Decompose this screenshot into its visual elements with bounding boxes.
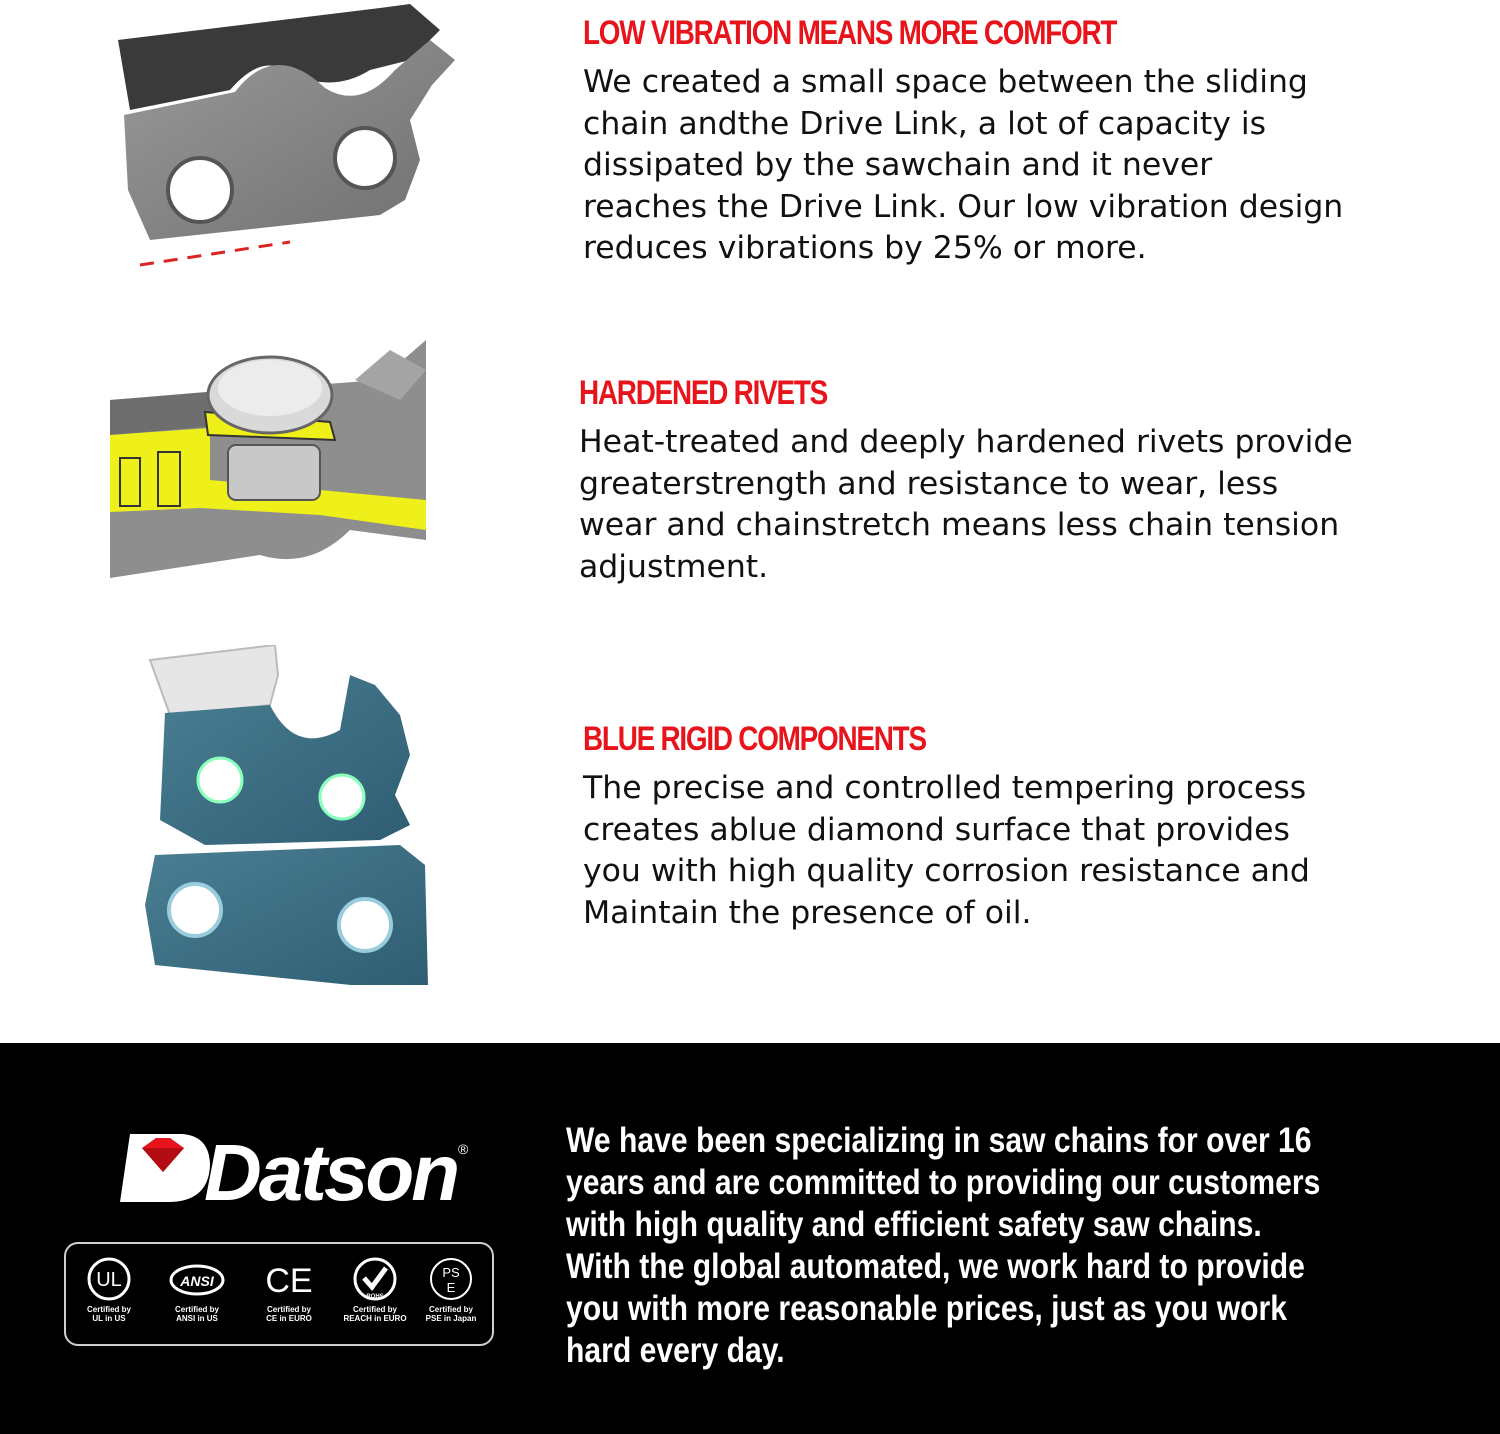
cert-caption: Certified by CE in EURO (266, 1305, 312, 1323)
feature-description (583, 62, 1343, 270)
feature-title: HARDENED RIVETS (579, 374, 827, 412)
cutter-link-illustration (110, 0, 455, 275)
text-line: adjustment. (579, 548, 769, 585)
svg-text:PS: PS (442, 1265, 460, 1280)
svg-text:ANSI: ANSI (180, 1273, 214, 1289)
feature-title: LOW VIBRATION MEANS MORE COMFORT (583, 14, 1117, 52)
feature-low-vibration (0, 0, 1500, 320)
svg-text:E: E (446, 1280, 456, 1295)
blue-link-illustration (110, 645, 430, 985)
text-line: reaches the Drive Link. Our low vibration design (583, 188, 1344, 225)
feature-description (583, 768, 1310, 934)
cert-caption: Certified by PSE in Japan (425, 1305, 477, 1323)
text-line: with high quality and efficient safety saw chains. (566, 1205, 1262, 1244)
cert-ce (250, 1256, 328, 1323)
cert-pse (412, 1256, 490, 1323)
text-line: wear and chainstretch means less chain tension (579, 507, 1340, 543)
cert-rohs (336, 1256, 414, 1323)
company-statement (566, 1120, 1460, 1372)
text-line: We have been specializing in saw chains for over 16 (566, 1121, 1312, 1160)
feature-description (579, 422, 1353, 588)
text-line: creates ablue diamond surface that provides (583, 811, 1290, 848)
rivet-cross-section-illustration (110, 340, 426, 580)
text-line: We created a small space between the sliding (583, 64, 1308, 100)
text-line: With the global automated, we work hard to provide (566, 1247, 1305, 1286)
pse-mark-icon (428, 1256, 474, 1302)
feature-blue-rigid-components (0, 640, 1500, 1000)
feature-title: BLUE RIGID COMPONENTS (583, 720, 926, 758)
cert-caption: Certified by ANSI in US (174, 1305, 219, 1323)
text-line: reduces vibrations by 25% or more. (583, 230, 1147, 266)
cert-ul (70, 1256, 148, 1323)
text-line: chain andthe Drive Link, a lot of capacity is (583, 105, 1267, 142)
cert-caption: Certified by REACH in EURO (343, 1305, 407, 1323)
text-line: Maintain the presence of oil. (583, 894, 1032, 931)
text-line: you with more reasonable prices, just as you work (566, 1289, 1287, 1328)
brand-name: Datson (204, 1128, 458, 1208)
text-line: dissipated by the sawchain and it never (583, 147, 1213, 183)
datson-logo (112, 1126, 472, 1208)
diamond-icon (112, 1126, 472, 1208)
ansi-mark-icon (167, 1256, 227, 1302)
cert-ansi (158, 1256, 236, 1323)
text-line: The precise and controlled tempering process (583, 770, 1307, 806)
certification-panel (64, 1242, 494, 1346)
rohs-mark-icon (350, 1256, 400, 1302)
text-line: Heat-treated and deeply hardened rivets provide (579, 424, 1353, 460)
ul-mark-icon (86, 1256, 132, 1302)
text-line: you with high quality corrosion resistance and (583, 853, 1310, 889)
svg-text:UL: UL (96, 1269, 122, 1291)
text-line: greaterstrength and resistance to wear, less (579, 465, 1279, 502)
cert-caption: Certified by UL in US (86, 1305, 131, 1323)
feature-hardened-rivets (0, 330, 1500, 610)
registered-mark: ® (458, 1141, 469, 1157)
text-line: years and are committed to providing our customers (566, 1163, 1321, 1202)
text-line: hard every day. (566, 1331, 785, 1370)
ce-mark-icon (261, 1256, 317, 1302)
svg-text:CE: CE (265, 1262, 313, 1300)
svg-text:ROHS: ROHS (366, 1294, 384, 1300)
